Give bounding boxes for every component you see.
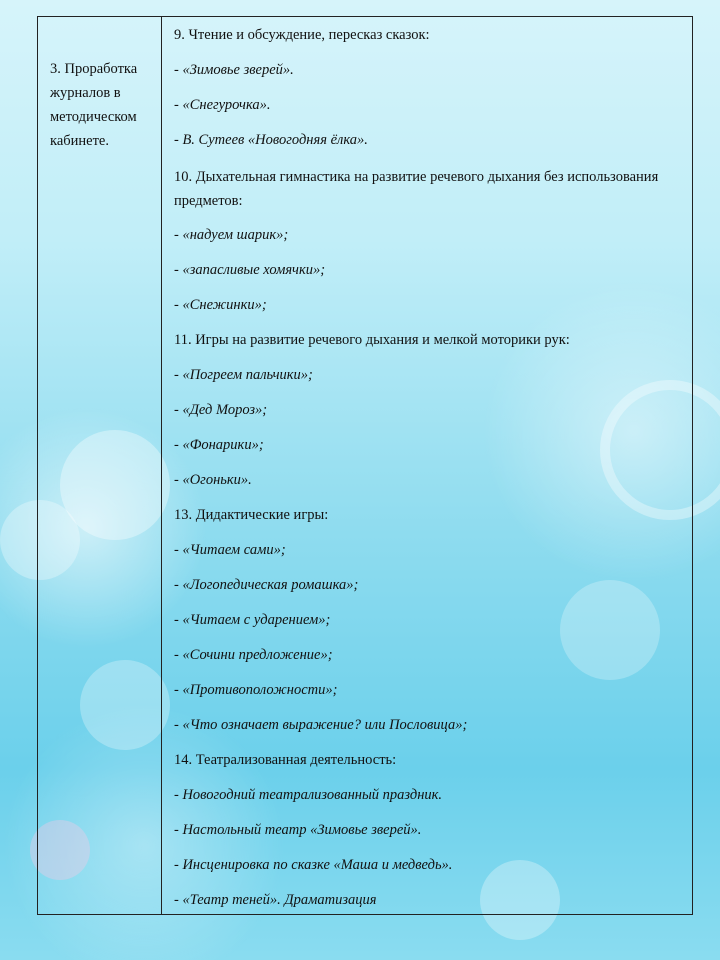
section-heading: 9. Чтение и обсуждение, пересказ сказок: xyxy=(174,27,430,43)
list-item: - «Фонарики»; xyxy=(174,437,264,453)
left-cell-line: методическом xyxy=(50,109,137,125)
document-table xyxy=(37,16,693,915)
section-heading: 10. Дыхательная гимнастика на развитие речевого дыхания без использования предметов: xyxy=(174,169,659,209)
table-cell-left xyxy=(38,17,162,914)
section-heading: 13. Дидактические игры: xyxy=(174,507,329,523)
list-item: - «Зимовье зверей». xyxy=(174,62,294,78)
list-item: - «Дед Мороз»; xyxy=(174,402,268,418)
list-item: - «Что означает выражение? или Пословица»; xyxy=(174,717,468,733)
list-item: - «Снегурочка». xyxy=(174,97,271,113)
list-item: - «Читаем с ударением»; xyxy=(174,612,331,628)
table-cell-right xyxy=(162,17,692,914)
list-item: - «Логопедическая ромашка»; xyxy=(174,577,359,593)
list-item: - «надуем шарик»; xyxy=(174,227,289,243)
section-heading: 14. Театрализованная деятельность: xyxy=(174,752,397,768)
list-item: - Настольный театр «Зимовье зверей». xyxy=(174,822,422,838)
list-item: - «Сочини предложение»; xyxy=(174,647,333,663)
list-item: - В. Сутеев «Новогодняя ёлка». xyxy=(174,132,368,148)
list-item: - «Погреем пальчики»; xyxy=(174,367,313,383)
left-cell-line: кабинете. xyxy=(50,133,109,149)
list-item: - «запасливые хомячки»; xyxy=(174,262,326,278)
list-item: - «Театр теней». Драматизация xyxy=(174,892,377,908)
list-item: - «Огоньки». xyxy=(174,472,252,488)
section-heading: 11. Игры на развитие речевого дыхания и мелкой моторики рук: xyxy=(174,332,570,348)
list-item: - Новогодний театрализованный праздник. xyxy=(174,787,443,803)
list-item: - Инсценировка по сказке «Маша и медведь». xyxy=(174,857,453,873)
left-cell-line: журналов в xyxy=(50,85,121,101)
list-item: - «Противоположности»; xyxy=(174,682,338,698)
list-item: - «Снежинки»; xyxy=(174,297,267,313)
left-cell-line: 3. Проработка xyxy=(50,61,138,77)
list-item: - «Читаем сами»; xyxy=(174,542,286,558)
